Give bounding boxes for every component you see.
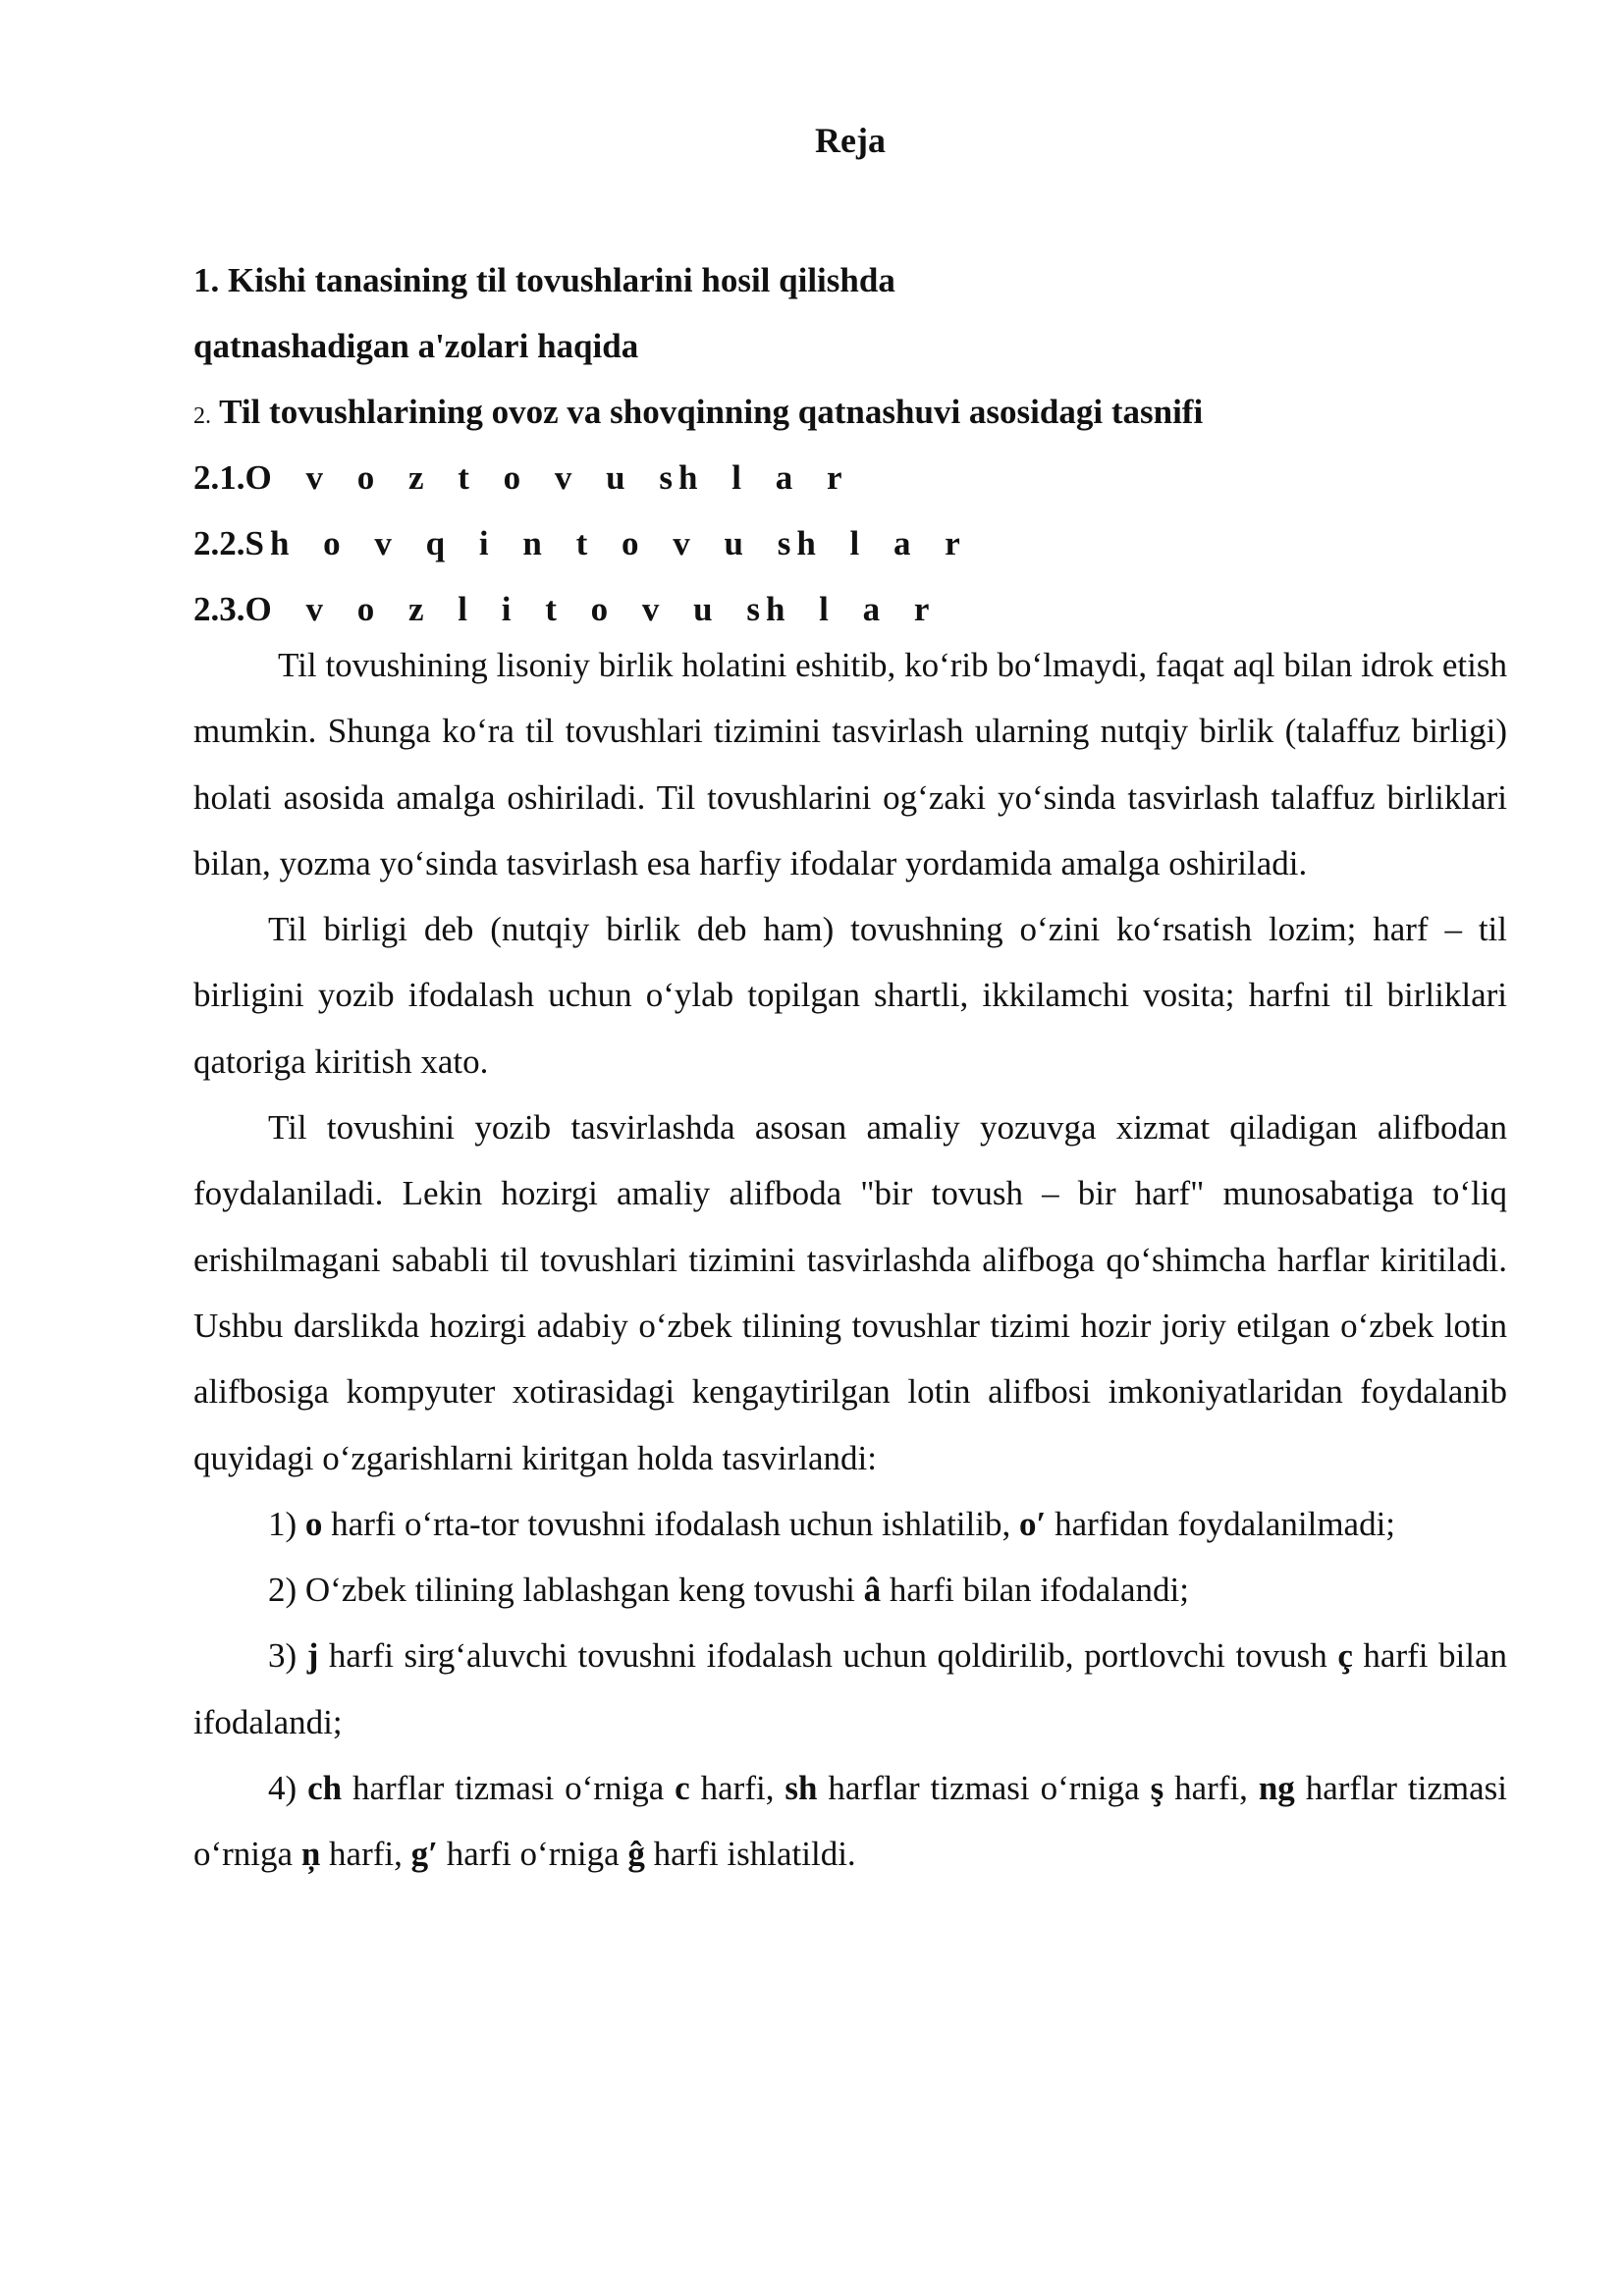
- plan-item-1-continued: [193, 313, 1507, 379]
- bold-letter: c: [675, 1769, 690, 1808]
- bold-letter: o′: [1018, 1504, 1047, 1543]
- bold-letter: ĝ: [627, 1835, 645, 1874]
- list-item-1: [193, 1491, 1507, 1557]
- text-run: 3): [268, 1636, 307, 1676]
- text-run: 4): [268, 1769, 308, 1808]
- text-run: harflar tizmasi o‘rniga: [193, 1769, 1507, 1874]
- text-run: harfi o‘rniga: [437, 1835, 628, 1874]
- plan-item-number: 2.2.: [193, 524, 245, 562]
- text-run: harfi ishlatildi.: [644, 1835, 856, 1874]
- list-item-2: [193, 1557, 1507, 1623]
- bold-letter: â: [863, 1571, 882, 1610]
- plan-item-2: [193, 379, 1507, 445]
- text-run: harfi,: [320, 1835, 411, 1874]
- bold-letter: j: [306, 1636, 319, 1676]
- bold-letter: g′: [410, 1835, 438, 1874]
- text-run: 1): [268, 1504, 305, 1543]
- plan-item-text: Sh o v q i n t o v u sh l a r: [244, 524, 966, 562]
- plan-item-text: O v o z l i t o v u sh l a r: [244, 590, 936, 628]
- plan-list: [193, 247, 1507, 642]
- list-item-3: [193, 1623, 1507, 1755]
- text-run: harfi,: [1163, 1769, 1259, 1808]
- plan-item-number: 2.3.: [193, 590, 245, 628]
- text-run: harfidan foydalanilmadi;: [1046, 1504, 1396, 1543]
- paragraph-2: Til birligi deb (nutqiy birlik deb ham) tovushning o‘zini ko‘rsatish lozim; harf – til birligini yozib ifodalash uchun o‘ylab topilgan shartli, ikkilamchi vosita; harfni til birliklari qatoriga kiritish xato.: [193, 910, 1507, 1081]
- bold-letter: ch: [307, 1769, 343, 1808]
- paragraph-3: Til tovushini yozib tasvirlashda asosan amaliy yozuvga xizmat qiladigan alifbodan foydalaniladi. Lekin hozirgi amaliy alifboda "bir tovush – bir harf" munosabatiga to‘liq erishilmagani sababli til tovushlari tizimini tasvirlashda alifboga qo‘shimcha harflar kiritiladi. Ushbu darslikda hozirgi adabiy o‘zbek tilining tovushlar tizimi hozir joriy etilgan o‘zbek lotin alifbosiga kompyuter xotirasidagi kengaytirilgan lotin alifbosi imkoniyatlaridan foydalanib quyidagi o‘zgarishlarni kiritgan holda tasvirlandi:: [193, 1108, 1507, 1477]
- text-run: harfi,: [689, 1769, 785, 1808]
- plan-item-text: qatnashadigan a'zolari haqida: [193, 327, 639, 365]
- text-run: 2) O‘zbek tilining lablashgan keng tovushi: [268, 1571, 864, 1610]
- list-item-4: [193, 1755, 1507, 1888]
- body-text: [193, 632, 1507, 1888]
- bold-letter: ng: [1258, 1769, 1295, 1808]
- plan-item-text: O v o z t o v u sh l a r: [244, 458, 848, 497]
- text-run: harfi o‘rta-tor tovushni ifodalash uchun ishlatilib,: [322, 1504, 1019, 1543]
- text-run: harfi sirg‘aluvchi tovushni ifodalash uchun qoldirilib, portlovchi tovush: [318, 1636, 1338, 1676]
- bold-letter: ņ: [300, 1835, 321, 1874]
- page-title: Reja: [815, 121, 886, 160]
- plan-item-number: 2.1.: [193, 458, 245, 497]
- plan-item-1: [193, 247, 1507, 313]
- bold-letter: ç: [1337, 1636, 1353, 1676]
- plan-item-number: 2.: [193, 403, 211, 429]
- bold-letter: o: [304, 1504, 323, 1543]
- plan-item-text: 1. Kishi tanasining til tovushlarini hosil qilishda: [193, 261, 895, 299]
- bold-letter: sh: [784, 1769, 818, 1808]
- text-run: harflar tizmasi o‘rniga: [342, 1769, 676, 1808]
- plan-item-2-2: [193, 510, 1507, 576]
- text-run: harfi bilan ifodalandi;: [193, 1636, 1507, 1741]
- paragraph-1: Til tovushining lisoniy birlik holatini eshitib, ko‘rib bo‘lmaydi, faqat aql bilan idrok etish mumkin. Shunga ko‘ra til tovushlari tizimini tasvirlash ularning nutqiy birlik (talaffuz birligi) holati asosida amalga oshiriladi. Til tovushlarini og‘zaki yo‘sinda tasvirlash talaffuz birliklari bilan, yozma yo‘sinda tasvirlash esa harfiy ifodalar yordamida amalga oshiriladi.: [193, 646, 1507, 882]
- bold-letter: ş: [1150, 1769, 1164, 1808]
- text-run: harfi bilan ifodalandi;: [881, 1571, 1189, 1610]
- text-run: harflar tizmasi o‘rniga: [817, 1769, 1151, 1808]
- plan-item-2-1: [193, 445, 1507, 510]
- plan-item-text: Til tovushlarining ovoz va shovqinning qatnashuvi asosidagi tasnifi: [219, 393, 1204, 431]
